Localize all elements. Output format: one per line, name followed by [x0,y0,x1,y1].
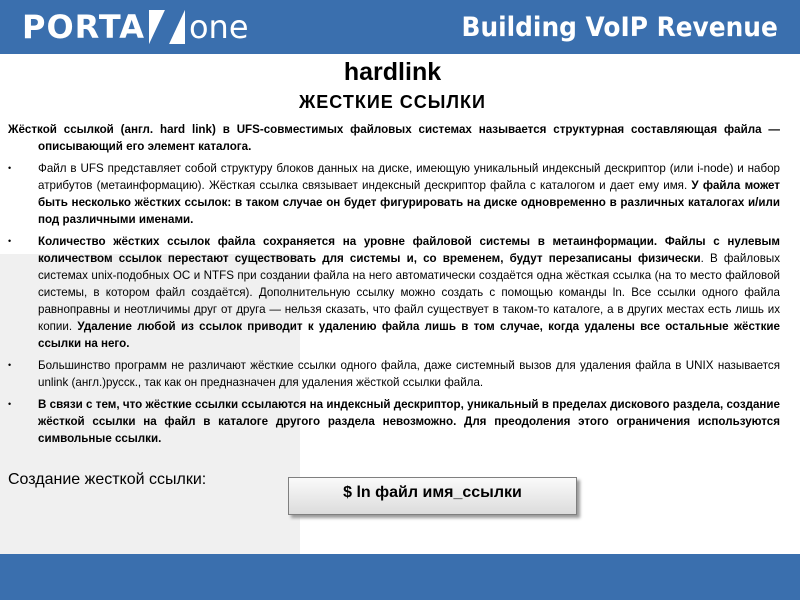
command-box: $ ln файл имя_ссылки [288,477,577,515]
intro-paragraph [8,121,780,155]
header-slogan: Building VoIP Revenue [461,12,778,43]
bullet-2-text: . В файловых системах unix-подобных ОС и NTFS при создании файла на него автоматически создаётся одна жёсткая ссылка (на то место файловой системы, в котором файл создаётся). Дополнительную ссылку можно создать с помощью команды ln. Все ссылки одного файла равноправны и неотличимы друг от друга — нельзя сказать, что файл существует в таком-то каталоге, а в других местах есть лишь их копии. [38,252,780,333]
slide-content [8,121,780,452]
bullet-item [8,357,780,391]
intro-text: Жёсткой ссылкой (англ. hard link) в UFS-совместимых файловых системах называется структурная составляющая файла — описывающий его элемент каталога. [8,123,780,153]
header-bar [0,0,800,54]
bullet-3-text: Большинство программ не различают жёсткие ссылки одного файла, даже системный вызов для удаления файла в UNIX называется unlink (англ.)русск., так как он предназначен для удаления жёсткой ссылки файла. [38,359,780,389]
bullet-item [8,233,780,352]
slide-title: hardlink [343,58,442,86]
portaone-logo [22,10,249,44]
bullet-4-bold: В связи с тем, что жёсткие ссылки ссылаются на индексный дескриптор, уникальный в пределах дискового раздела, создание жёсткой ссылки на файл в каталоге другого раздела невозможно. Для преодоления этого ограничения используются символьные ссылки. [38,398,780,445]
create-link-label: Создание жесткой ссылки: [8,471,207,488]
logo-text-one: one [188,8,249,46]
bullet-2-bold-b: Удаление любой из ссылок приводит к удалению файла лишь в том случае, когда удалены все остальные жёсткие ссылки на него. [38,320,780,350]
logo-mark-icon [149,10,185,44]
bullet-list [8,160,780,447]
logo-text-porta: PORTA [22,8,145,46]
bullet-item [8,396,780,447]
slide-subtitle: ЖЕСТКИЕ ССЫЛКИ [299,92,486,112]
bullet-1-bold: У файла может быть несколько жёстких ссылок: в таком случае он будет фигурировать на диске одновременно в различных каталогах и/или под различными именами. [38,179,780,226]
bullet-2-bold-a: Количество жёстких ссылок файла сохраняется на уровне файловой системы в метаинформации. Файлы с нулевым количеством ссылок перестают существовать для системы и, со временем, будут перезаписаны физически [38,235,780,265]
bullet-1-text: Файл в UFS представляет собой структуру блоков данных на диске, имеющую уникальный индексный дескриптор (или i-node) и набор атрибутов (метаинформацию). Жёсткая ссылка связывает индексный дескриптор файла с каталогом и дает ему имя. [38,162,780,192]
bullet-item [8,160,780,228]
footer-bar [0,554,800,600]
